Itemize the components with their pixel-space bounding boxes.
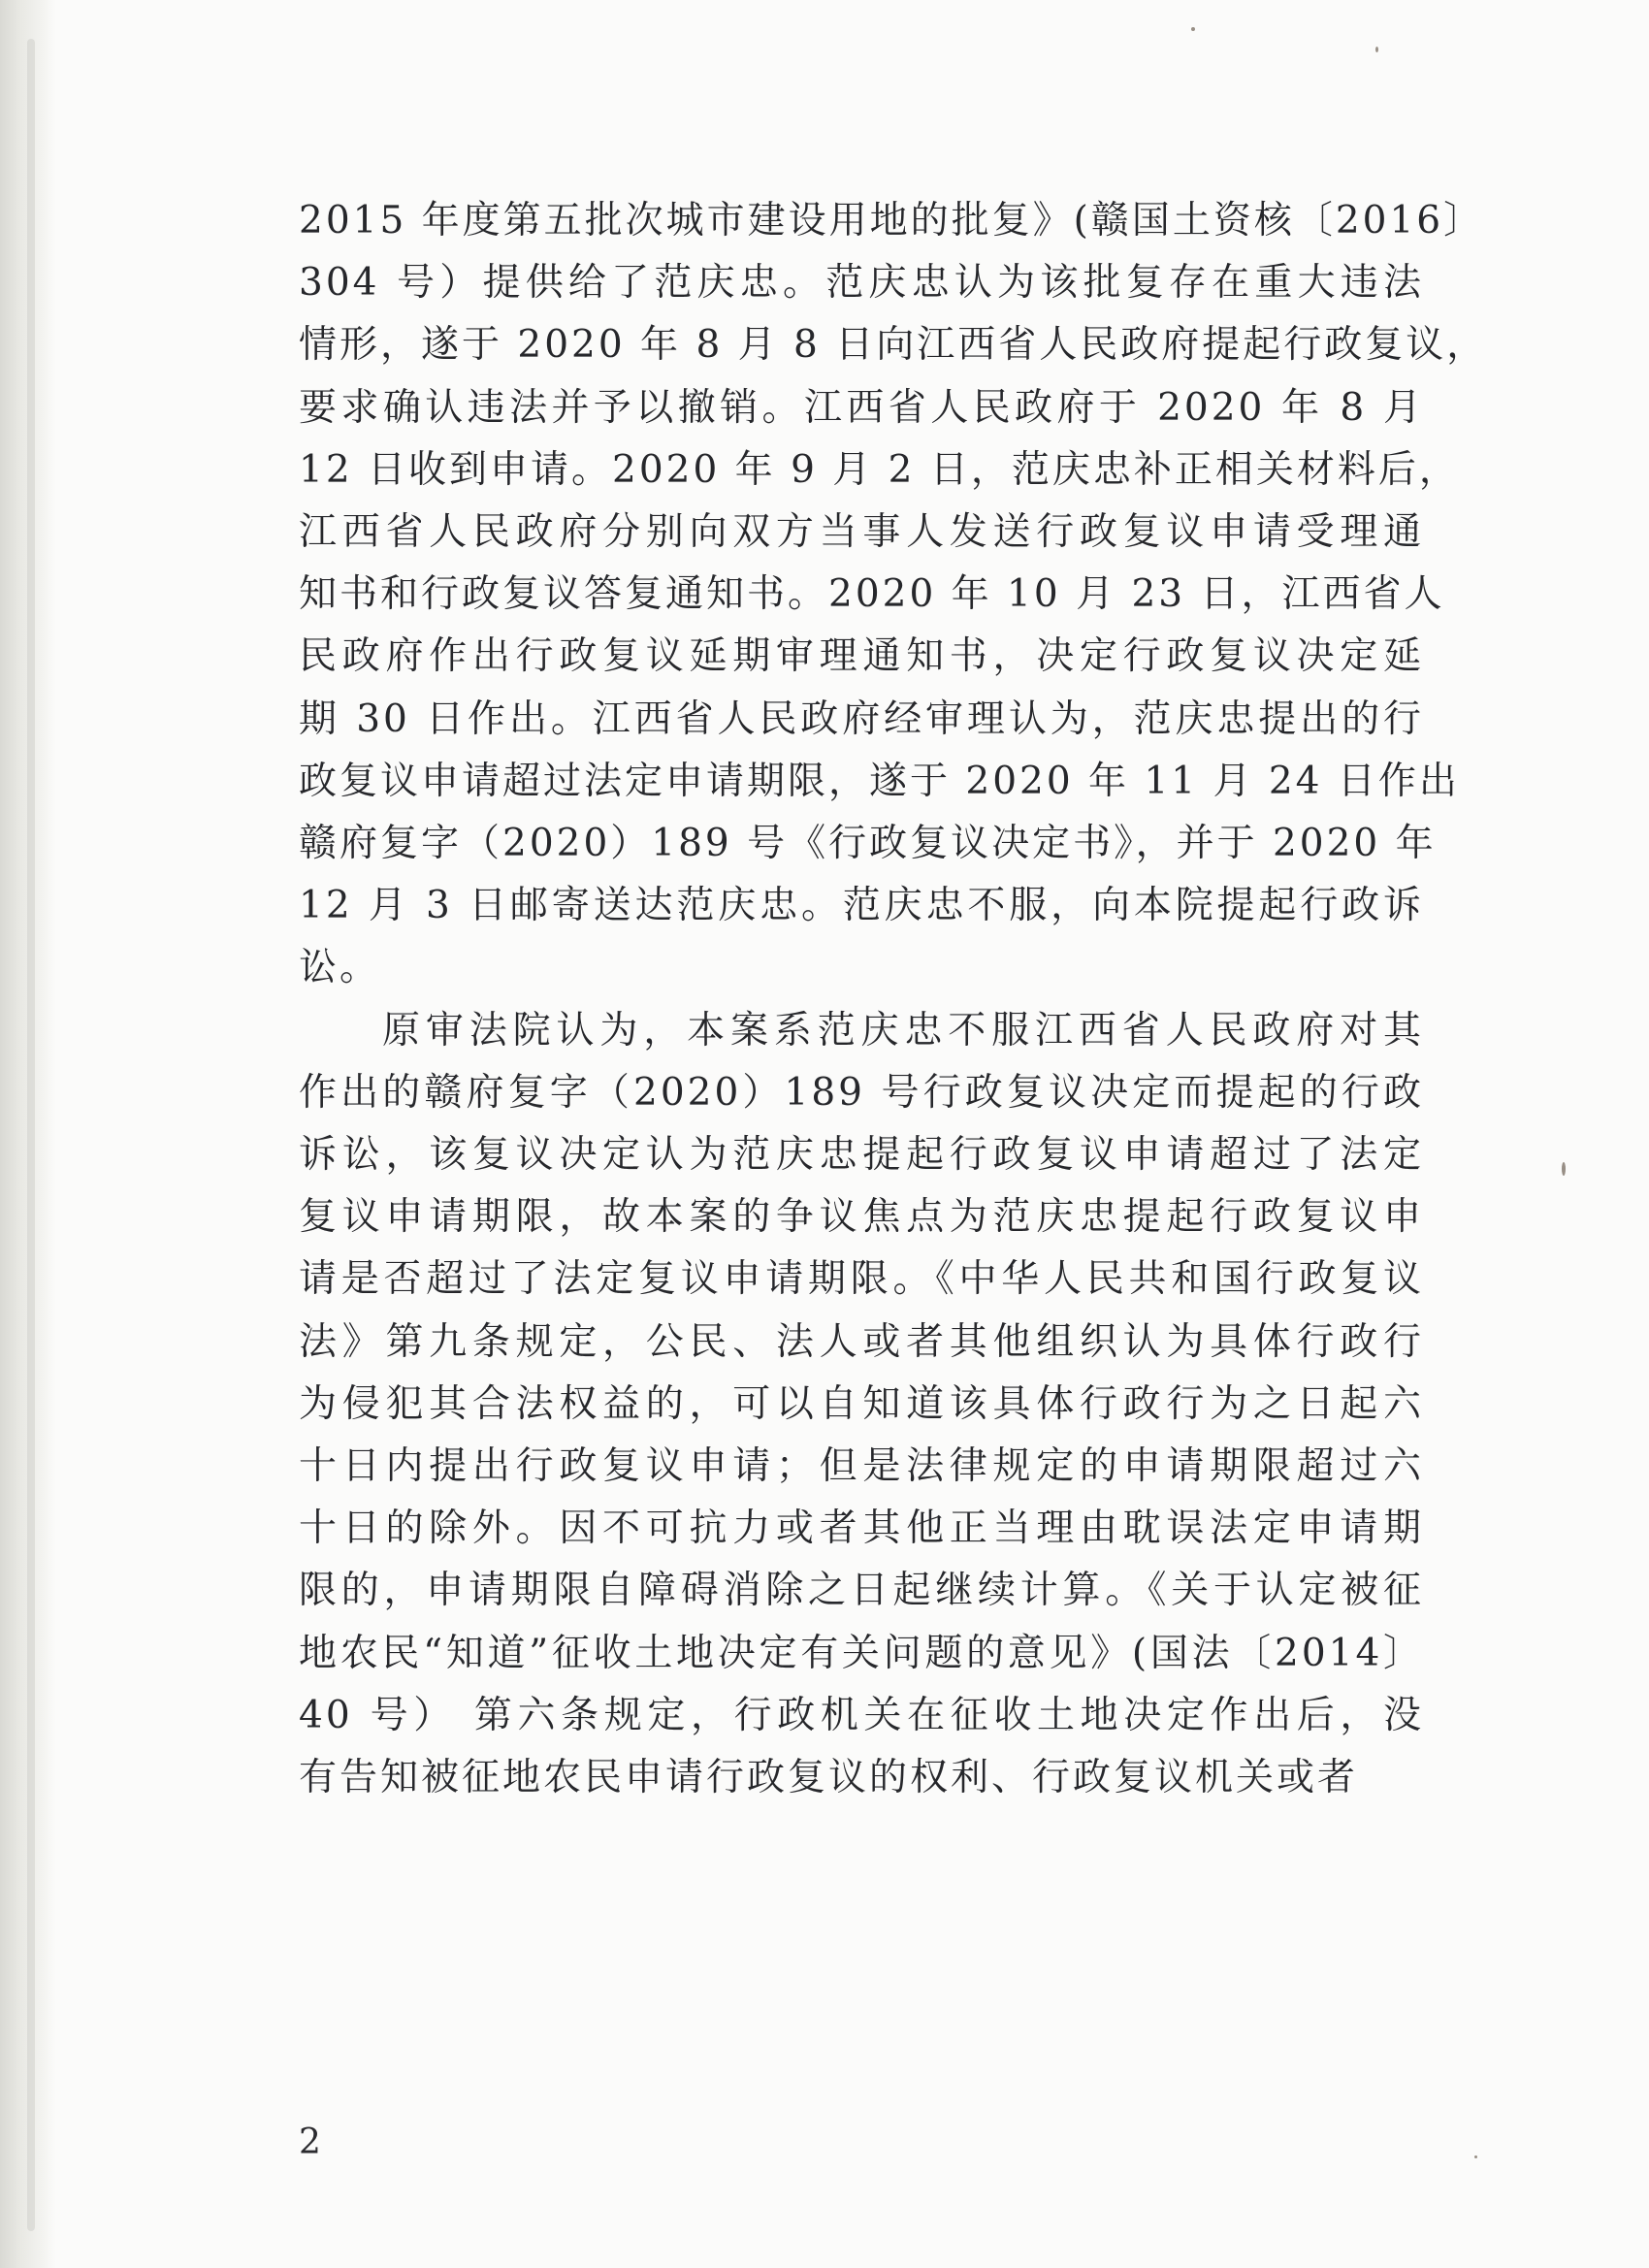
text-line: 为侵犯其合法权益的，可以自知道该具体行政行为之日起六 [299, 1381, 1424, 1426]
text-line: 十日的除外。因不可抗力或者其他正当理由耽误法定申请期 [299, 1507, 1424, 1551]
scan-speck [1562, 1162, 1566, 1176]
text-line: 限的，申请期限自障碍消除之日起继续计算。《关于认定被征 [299, 1569, 1424, 1613]
scan-speck [1375, 47, 1378, 52]
text-line: 十日内提出行政复议申请；但是法律规定的申请期限超过六 [299, 1444, 1424, 1489]
binding-edge [0, 0, 56, 2268]
page-number: 2 [299, 2122, 321, 2162]
text-line: 作出的赣府复字（2020）189 号行政复议决定而提起的行政 [299, 1070, 1424, 1115]
text-line: 赣府复字（2020）189 号《行政复议决定书》，并于 2020 年 [299, 822, 1437, 866]
text-line: 2015 年度第五批次城市建设用地的批复》(赣国土资核〔2016〕 [299, 199, 1485, 243]
document-body [299, 190, 1488, 1809]
text-line: 诉讼，该复议决定认为范庆忠提起行政复议申请超过了法定 [299, 1133, 1424, 1178]
text-line: 有告知被征地农民申请行政复议的权利、行政复议机关或者 [299, 1756, 1359, 1800]
text-line: 法》第九条规定，公民、法人或者其他组织认为具体行政行 [299, 1319, 1424, 1364]
scan-speck [1191, 27, 1195, 31]
text-line: 12 日收到申请。2020 年 9 月 2 日，范庆忠补正相关材料后， [299, 447, 1460, 492]
text-line: 地农民“知道”征收土地决定有关问题的意见》(国法〔2014〕 [299, 1631, 1424, 1675]
text-line: 民政府作出行政复议延期审理通知书，决定行政复议决定延 [299, 634, 1424, 679]
text-line: 40 号） 第六条规定，行政机关在征收土地决定作出后，没 [299, 1693, 1424, 1737]
text-line: 江西省人民政府分别向双方当事人发送行政复议申请受理通 [299, 510, 1424, 555]
text-line: 政复议申请超过法定申请期限，遂于 2020 年 11 月 24 日作出 [299, 759, 1460, 803]
text-line: 要求确认违法并予以撤销。江西省人民政府于 2020 年 8 月 [299, 385, 1424, 430]
text-line: 情形，遂于 2020 年 8 月 8 日向江西省人民政府提起行政复议， [299, 323, 1488, 368]
text-line: 12 月 3 日邮寄送达范庆忠。范庆忠不服，向本院提起行政诉 [299, 884, 1424, 928]
text-line: 复议申请期限，故本案的争议焦点为范庆忠提起行政复议申 [299, 1195, 1424, 1240]
paragraph [299, 1000, 1424, 1810]
text-line: 讼。 [299, 946, 381, 990]
text-line: 请是否超过了法定复议申请期限。《中华人民共和国行政复议 [299, 1257, 1424, 1302]
binding-shadow [27, 39, 35, 2231]
scan-speck [1474, 2155, 1477, 2158]
text-line: 知书和行政复议答复通知书。2020 年 10 月 23 日，江西省人 [299, 572, 1445, 617]
text-line: 原审法院认为，本案系范庆忠不服江西省人民政府对其 [382, 1008, 1424, 1053]
text-line: 期 30 日作出。江西省人民政府经审理认为，范庆忠提出的行 [299, 697, 1424, 741]
paragraph [299, 190, 1488, 1000]
text-line: 304 号）提供给了范庆忠。范庆忠认为该批复存在重大违法 [299, 261, 1424, 306]
